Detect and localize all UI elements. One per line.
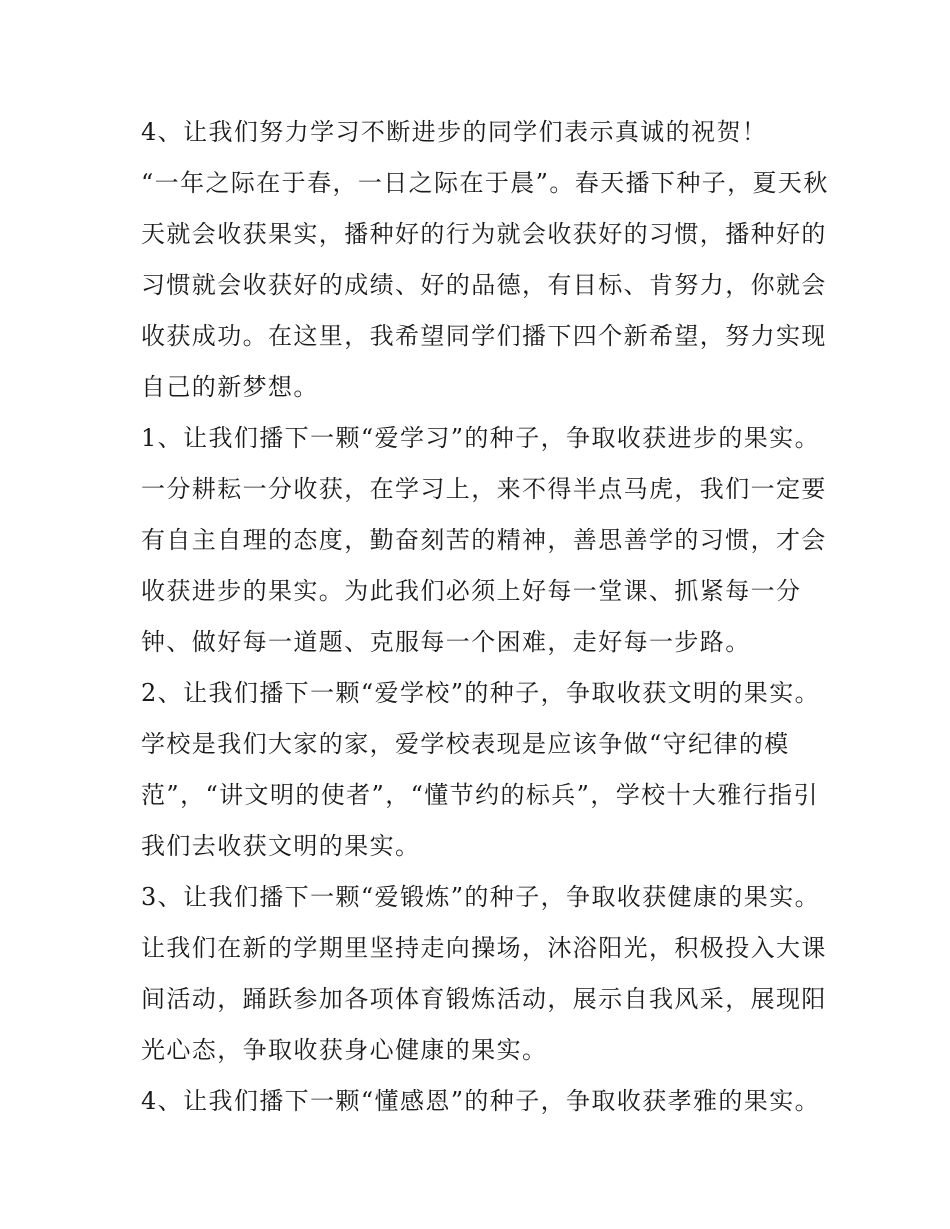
text-line: 收获成功。在这里，我希望同学们播下四个新希望，努力实现 — [141, 322, 827, 350]
document-body — [141, 107, 829, 1127]
text-line: 天就会收获果实，播种好的行为就会收获好的习惯，播种好的 — [141, 220, 827, 248]
text-line: 光心态，争取收获身心健康的果实。 — [141, 1036, 548, 1064]
text-line: 3、让我们播下一颗“爱锻炼”的种子，争取收获健康的果实。 — [141, 883, 821, 911]
text-line: 收获进步的果实。为此我们必须上好每一堂课、抓紧每一分 — [141, 577, 802, 605]
text-line: 让我们在新的学期里坚持走向操场，沐浴阳光，积极投入大课 — [141, 934, 827, 962]
text-line: 钟、做好每一道题、克服每一个困难，走好每一步路。 — [141, 628, 751, 656]
text-line: 一分耕耘一分收获，在学习上，来不得半点马虎，我们一定要 — [141, 475, 827, 503]
text-line: 有自主自理的态度，勤奋刻苦的精神，善思善学的习惯，才会 — [141, 526, 827, 554]
text-line: 学校是我们大家的家，爱学校表现是应该争做“守纪律的模 — [141, 730, 790, 758]
text-line: 自己的新梦想。 — [141, 373, 319, 401]
text-line: 1、让我们播下一颗“爱学习”的种子，争取收获进步的果实。 — [141, 424, 821, 452]
text-line: 间活动，踊跃参加各项体育锻炼活动，展示自我风采，展现阳 — [141, 985, 827, 1013]
text-line: 2、让我们播下一颗“爱学校”的种子，争取收获文明的果实。 — [141, 679, 821, 707]
text-line: 4、让我们努力学习不断进步的同学们表示真诚的祝贺！ — [141, 118, 768, 146]
text-line: “一年之际在于春，一日之际在于晨”。春天播下种子，夏天秋 — [141, 169, 829, 197]
text-line: 我们去收获文明的果实。 — [141, 832, 421, 860]
text-line: 4、让我们播下一颗“懂感恩”的种子，争取收获孝雅的果实。 — [141, 1087, 821, 1115]
text-line: 范”，“讲文明的使者”，“懂节约的标兵”，学校十大雅行指引 — [141, 781, 819, 809]
text-line: 习惯就会收获好的成绩、好的品德，有目标、肯努力，你就会 — [141, 271, 827, 299]
